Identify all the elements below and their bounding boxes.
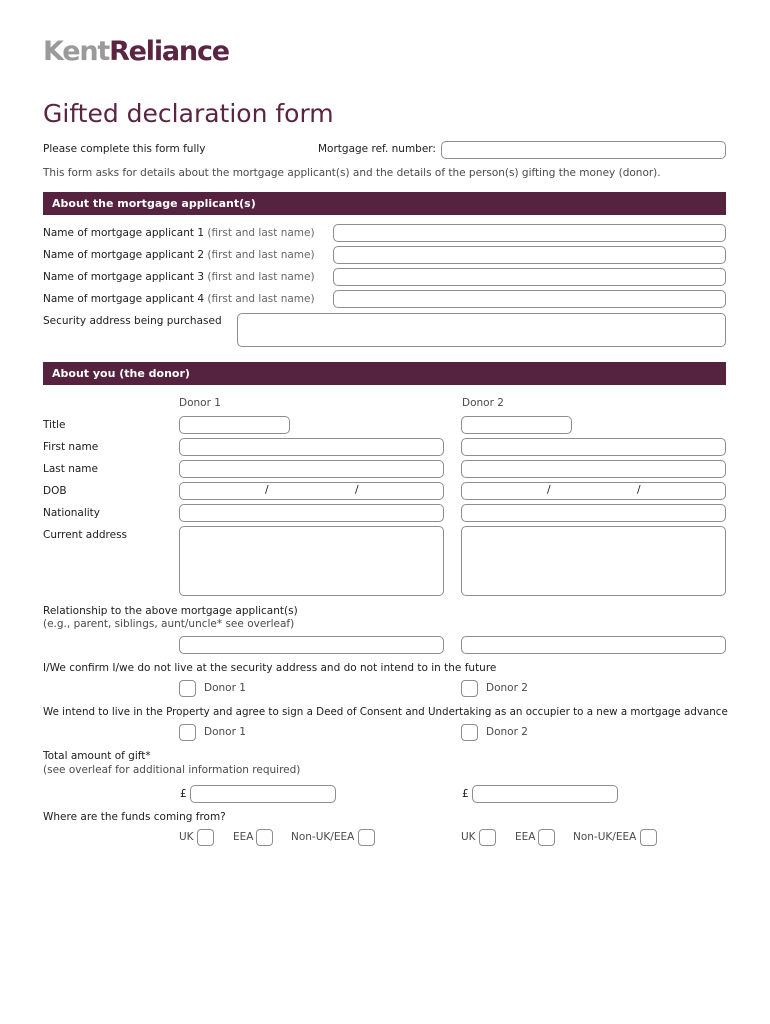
intend-donor-2-checkbox[interactable] (461, 724, 478, 741)
donor-1-dob-separator-1: / (265, 484, 269, 496)
current-address-label: Current address (43, 529, 128, 541)
donor-2-nationality-input[interactable] (461, 504, 726, 522)
security-address-input[interactable] (237, 313, 726, 347)
donor-2-fund-eea-checkbox[interactable] (538, 829, 555, 846)
donor-1-dob-separator-2: / (355, 484, 359, 496)
instruction-text: Please complete this form fully (43, 143, 206, 155)
applicant-4-label: Name of mortgage applicant 4 (first and last name) (43, 293, 315, 305)
confirm-donor-2-label: Donor 2 (486, 682, 528, 694)
relationship-hint: (e.g., parent, siblings, aunt/uncle* see overleaf) (43, 618, 295, 630)
mortgage-ref-input[interactable] (441, 141, 726, 159)
donor-1-fund-non-label: Non-UK/EEA (291, 831, 355, 843)
page-title: Gifted declaration form (43, 99, 334, 128)
donor-2-fund-non-checkbox[interactable] (640, 829, 657, 846)
donor-2-currency-symbol: £ (462, 788, 469, 800)
donor-1-dob-input[interactable] (179, 482, 444, 500)
donor-2-last-name-input[interactable] (461, 460, 726, 478)
donor-2-fund-eea-label: EEA (515, 831, 536, 843)
funds-source-label: Where are the funds coming from? (43, 811, 226, 823)
donor-1-fund-eea-checkbox[interactable] (256, 829, 273, 846)
last-name-label: Last name (43, 463, 98, 475)
donor-1-currency-symbol: £ (180, 788, 187, 800)
intend-to-live-text: We intend to live in the Property and agree to sign a Deed of Consent and Undertaking as an occupier to a new a mortgage advance (43, 706, 728, 718)
nationality-label: Nationality (43, 507, 101, 519)
applicants-section-header: About the mortgage applicant(s) (43, 192, 726, 215)
donor-1-title-input[interactable] (179, 416, 290, 434)
donor-2-fund-non-label: Non-UK/EEA (573, 831, 637, 843)
first-name-label: First name (43, 441, 99, 453)
donor-section-header: About you (the donor) (43, 362, 726, 385)
applicant-3-label: Name of mortgage applicant 3 (first and last name) (43, 271, 315, 283)
donor-1-nationality-input[interactable] (179, 504, 444, 522)
mortgage-ref-label: Mortgage ref. number: (318, 143, 436, 155)
donor-2-gift-amount-input[interactable] (472, 785, 618, 803)
donor-1-first-name-input[interactable] (179, 438, 444, 456)
gift-amount-label: Total amount of gift* (43, 750, 151, 762)
donor-2-first-name-input[interactable] (461, 438, 726, 456)
donor-1-relationship-input[interactable] (179, 636, 444, 654)
donor-1-fund-eea-label: EEA (233, 831, 254, 843)
applicant-1-label: Name of mortgage applicant 1 (first and last name) (43, 227, 315, 239)
donor-1-gift-amount-input[interactable] (190, 785, 336, 803)
applicant-1-input[interactable] (333, 224, 726, 242)
intend-donor-1-label: Donor 1 (204, 726, 246, 738)
donor-2-dob-separator-1: / (547, 484, 551, 496)
donor-1-fund-uk-checkbox[interactable] (197, 829, 214, 846)
donor-2-title-input[interactable] (461, 416, 572, 434)
donor-1-fund-non-checkbox[interactable] (358, 829, 375, 846)
donor-2-fund-uk-checkbox[interactable] (479, 829, 496, 846)
donor-2-dob-separator-2: / (637, 484, 641, 496)
confirm-donor-1-label: Donor 1 (204, 682, 246, 694)
intend-donor-1-checkbox[interactable] (179, 724, 196, 741)
security-address-label: Security address being purchased (43, 315, 222, 327)
donor-1-column-heading: Donor 1 (179, 397, 221, 409)
donor-2-dob-input[interactable] (461, 482, 726, 500)
confirm-donor-2-checkbox[interactable] (461, 680, 478, 697)
title-label: Title (43, 419, 66, 431)
gift-amount-hint: (see overleaf for additional information required) (43, 764, 301, 776)
donor-2-address-input[interactable] (461, 526, 726, 596)
applicant-2-input[interactable] (333, 246, 726, 264)
donor-1-last-name-input[interactable] (179, 460, 444, 478)
confirm-not-living-text: I/We confirm I/we do not live at the security address and do not intend to in the future (43, 662, 497, 674)
applicant-4-input[interactable] (333, 290, 726, 308)
intro-text: This form asks for details about the mortgage applicant(s) and the details of the person(s) gifting the money (donor). (43, 167, 661, 179)
applicant-3-input[interactable] (333, 268, 726, 286)
kent-reliance-logo: KentReliance (43, 36, 229, 67)
donor-2-relationship-input[interactable] (461, 636, 726, 654)
relationship-label: Relationship to the above mortgage applicant(s) (43, 605, 298, 617)
confirm-donor-1-checkbox[interactable] (179, 680, 196, 697)
donor-1-fund-uk-label: UK (179, 831, 194, 843)
dob-label: DOB (43, 485, 67, 497)
intend-donor-2-label: Donor 2 (486, 726, 528, 738)
applicant-2-label: Name of mortgage applicant 2 (first and last name) (43, 249, 315, 261)
donor-2-column-heading: Donor 2 (462, 397, 504, 409)
donor-2-fund-uk-label: UK (461, 831, 476, 843)
donor-1-address-input[interactable] (179, 526, 444, 596)
